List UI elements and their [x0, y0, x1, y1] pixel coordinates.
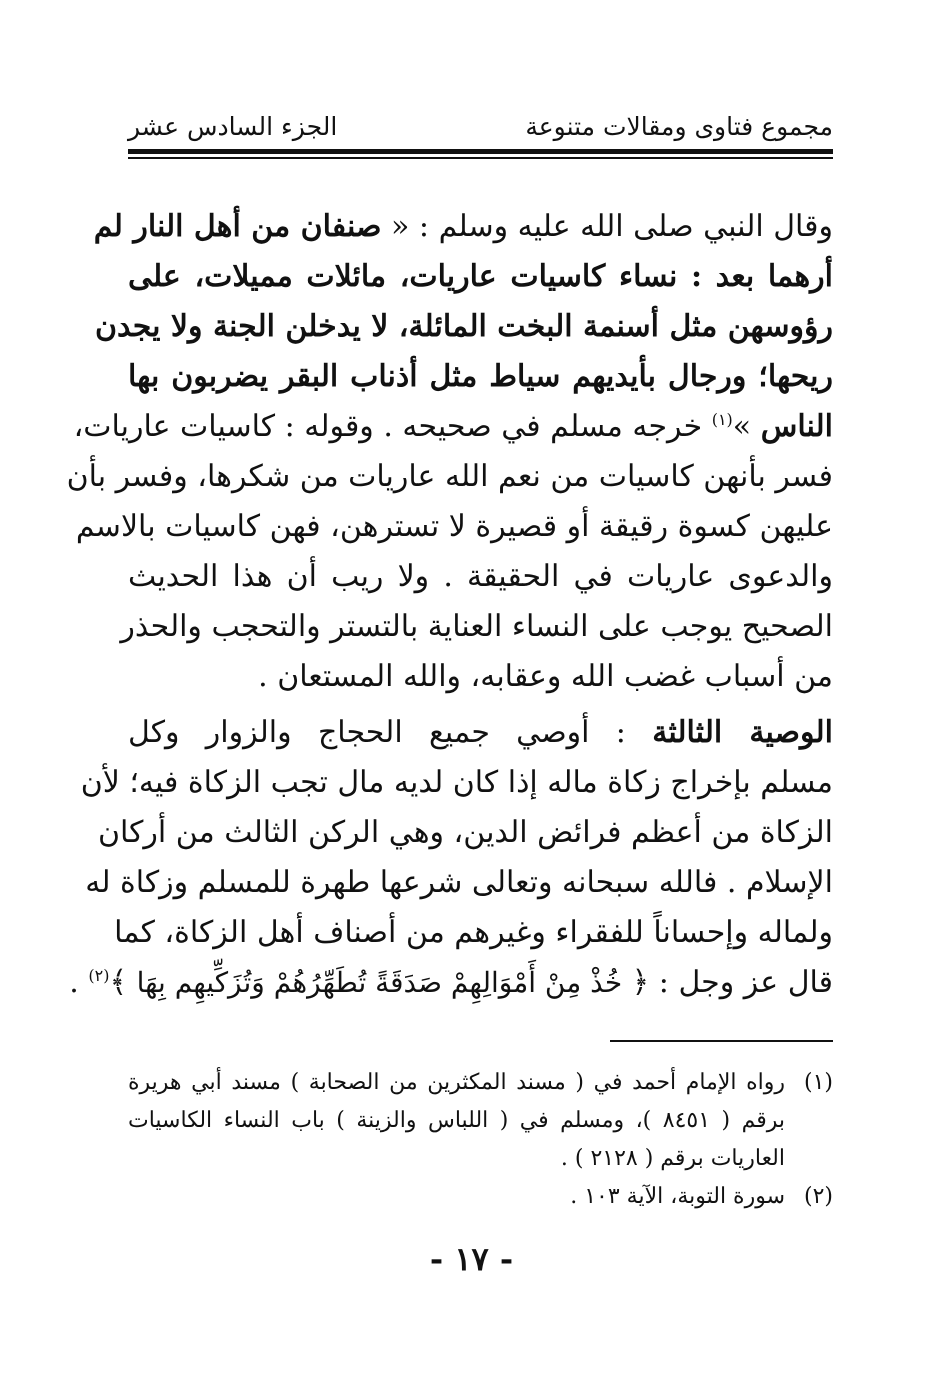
text-line: الزكاة من أعظم فرائض الدين، وهي الركن الثالث من أركان	[97, 815, 833, 850]
text-line: ولماله وإحساناً للفقراء وغيرهم من أصناف أهل الزكاة، كما	[114, 915, 833, 950]
hadith-end: الناس	[760, 409, 833, 444]
footnotes	[128, 1064, 833, 1216]
text-line: الإسلام . فالله سبحانه وتعالى شرعها طهرة للمسلم وزكاة له	[85, 865, 833, 900]
quran-close-bracket: ﴾	[109, 965, 128, 1000]
hadith-line: ريحها؛ ورجال بأيديهم سياط مثل أذناب البقر يضربون بها	[128, 359, 833, 394]
main-text	[66, 202, 834, 1008]
hadith-intro: وقال النبي صلى الله عليه وسلم : «	[391, 209, 833, 244]
text-line: فسر بأنهن كاسيات من نعم الله عاريات من شكرها، وفسر بأن	[66, 459, 833, 494]
advice-text: : أوصي جميع الحجاج والزوار وكل	[128, 715, 626, 750]
text-line	[93, 202, 833, 252]
hadith-text: صنفان من أهل النار لم	[93, 209, 382, 244]
quran-verse: خُذْ مِنْ أَمْوَالِهِمْ صَدَقَةً تُطَهِّرُهُمْ وَتُزَكِّيهِم بِهَا	[136, 966, 623, 999]
footnote-ref-2: (٢)	[88, 966, 110, 985]
sentence-end: .	[69, 965, 79, 1000]
header-rule-thick	[128, 149, 833, 154]
hadith-line: أرهما بعد : نساء كاسيات عاريات، مائلات مميلات، على	[128, 259, 833, 294]
quran-intro: قال عز وجل :	[658, 965, 833, 1000]
footnote-line: برقم ( ٨٤٥١ )، ومسلم في ( اللباس والزينة ) باب النساء الكاسيات	[128, 1108, 786, 1133]
page-number: - ١٧ -	[429, 1240, 514, 1278]
commentary-text: خرجه مسلم في صحيحه . وقوله : كاسيات عاريات،	[73, 409, 703, 444]
hadith-line: رؤوسهن مثل أسنمة البخت المائلة، لا يدخلن الجنة ولا يجدن	[94, 309, 833, 344]
section-heading-third-advice: الوصية الثالثة	[652, 715, 834, 750]
footnote-line: رواه الإمام أحمد في ( مسند المكثرين من الصحابة ) مسند أبي هريرة	[128, 1070, 785, 1095]
text-line	[128, 708, 833, 758]
text-line	[69, 958, 833, 1008]
text-line	[73, 402, 833, 452]
running-header	[128, 112, 833, 152]
text-line: عليهن كسوة رقيقة أو قصيرة لا تسترهن، فهن كاسيات بالاسم	[75, 509, 833, 544]
footnote-number: (٢)	[803, 1184, 833, 1209]
footnote-1	[128, 1064, 833, 1178]
text-line: مسلم بإخراج زكاة ماله إذا كان لديه مال تجب الزكاة فيه؛ لأن	[80, 765, 833, 800]
text-line: والدعوى عاريات في الحقيقة . ولا ريب أن هذا الحديث	[128, 559, 833, 594]
text-line: الصحيح يوجب على النساء العناية بالتستر والتحجب والحذر	[120, 609, 833, 644]
text-line: من أسباب غضب الله وعقابه، والله المستعان .	[258, 659, 833, 694]
footnote-ref-1: (١)	[711, 410, 733, 429]
footnote-line: العاريات برقم ( ٢١٢٨ ) .	[560, 1146, 785, 1171]
volume-title: الجزء السادس عشر	[128, 112, 338, 141]
footnote-2	[128, 1178, 833, 1216]
header-rule-thin	[128, 157, 833, 159]
quote-close-mark: »	[732, 409, 752, 444]
footnote-number: (١)	[803, 1070, 833, 1095]
quran-open-bracket: ﴿	[631, 965, 650, 1000]
footnote-separator	[610, 1040, 833, 1042]
footnote-line: سورة التوبة، الآية ١٠٣ .	[570, 1184, 785, 1209]
collection-title: مجموع فتاوى ومقالات متنوعة	[525, 112, 833, 141]
